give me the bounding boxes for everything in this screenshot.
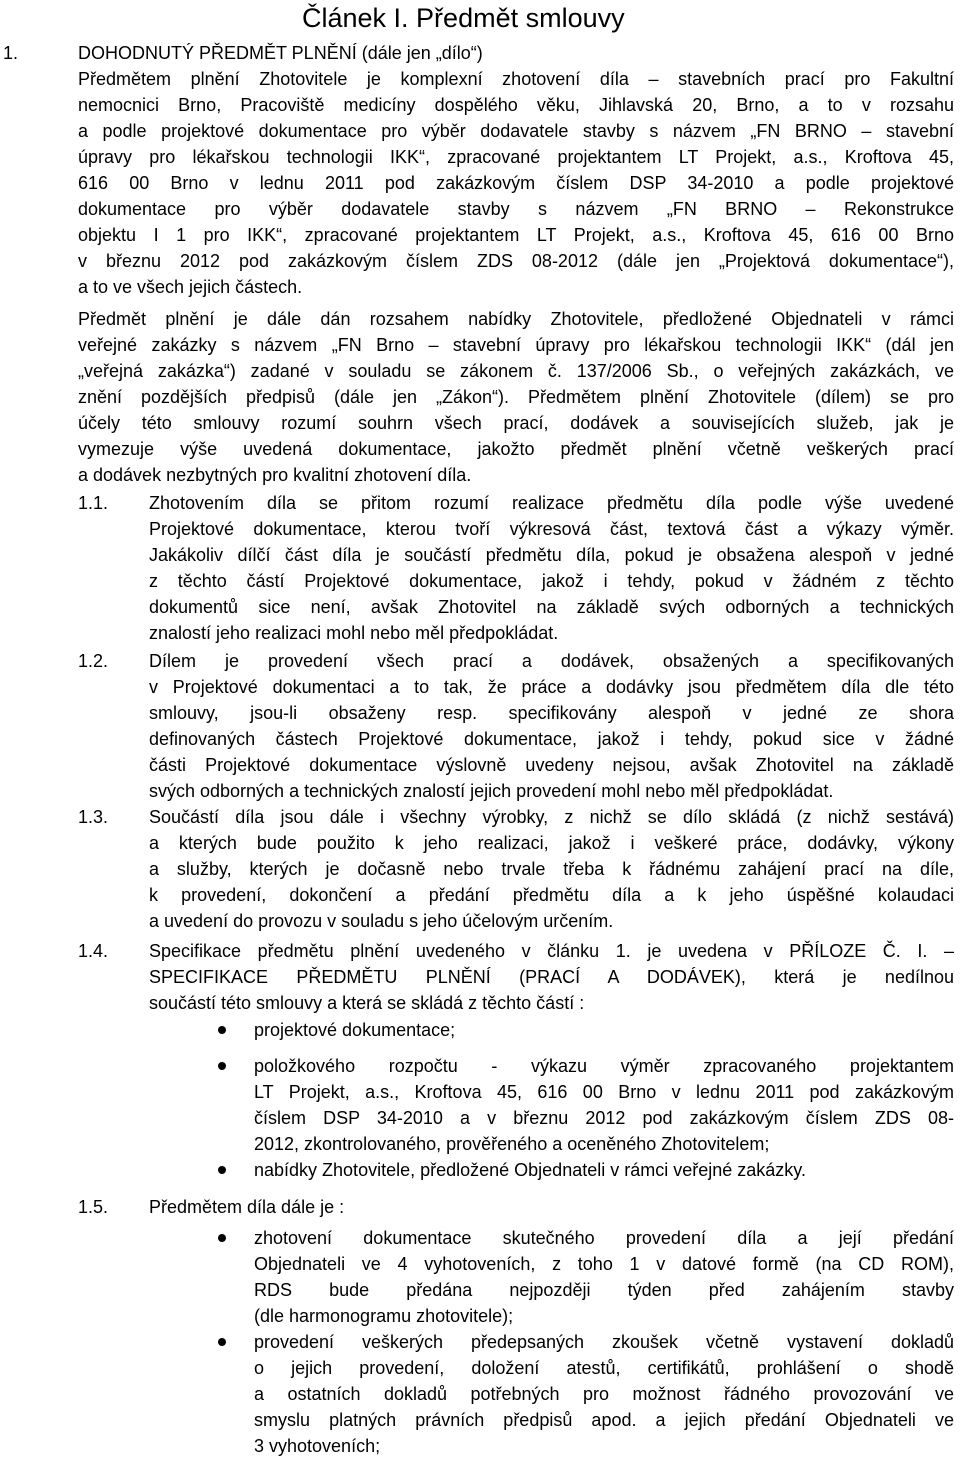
text-line: součástí této smlouvy a která se skládá z těchto částí :: [149, 993, 585, 1013]
text-line: a to ve všech jejich částech.: [78, 277, 303, 297]
subsection-number: 1.4.: [78, 941, 109, 961]
subsection-1-3: [149, 804, 954, 934]
text-line: Předmět plnění je dále dán rozsahem nabídky Zhotovitele, předložené Objednateli v rámci: [78, 309, 954, 329]
bullet-dot: [218, 1166, 226, 1174]
text-line: SPECIFIKACE PŘEDMĚTU PLNĚNÍ (PRACÍ A DODÁVEK), která je nedílnou: [149, 967, 954, 987]
text-line: Zhotovením díla se přitom rozumí realizace předmětu díla podle výše uvedené: [149, 493, 954, 513]
text-line: části Projektové dokumentace výslovně uvedeny nejsou, avšak Zhotovitel na základě: [149, 755, 954, 775]
text-line: projektové dokumentace;: [254, 1020, 456, 1040]
text-line: objektu I 1 pro IKK“, zpracované projektantem LT Projekt, a.s., Kroftova 45, 616 00 Brno: [78, 225, 954, 245]
section-heading: [78, 40, 958, 66]
text-line: Projektové dokumentace, kterou tvoří výkresová část, textová část a výkazy výměr.: [149, 519, 954, 539]
bullet-dot: [218, 1234, 226, 1242]
text-line: položkového rozpočtu - výkazu výměr zpracovaného projektantem: [254, 1056, 954, 1076]
text-line: k provedení, dokončení a předání předmětu díla a k jeho úspěšné kolaudaci: [149, 885, 954, 905]
bullet-item: [254, 1017, 954, 1043]
text-line: Jakákoliv dílčí část díla je součástí předmětu díla, pokud je obsažena alespoň v jedné: [149, 545, 954, 565]
text-line: provedení veškerých předepsaných zkoušek včetně vystavení dokladů: [254, 1332, 954, 1352]
text-line: dokumentů sice není, avšak Zhotovitel na základě svých odborných a technických: [149, 597, 954, 617]
text-line: 2012, zkontrolovaného, prověřeného a oceněného Zhotovitelem;: [254, 1134, 770, 1154]
text-line: RDS bude předána nejpozději týden před zahájením stavby: [254, 1280, 954, 1300]
text-line: Dílem je provedení všech prací a dodávek, obsažených a specifikovaných: [149, 651, 954, 671]
text-line: účely této smlouvy rozumí souhrn všech prací, dodávek a souvisejících služeb, jak je: [78, 413, 954, 433]
text-line: v Projektové dokumentaci a to tak, že práce a dodávky jsou předmětem díla dle této: [149, 677, 954, 697]
article-title: Článek I. Předmět smlouvy: [302, 3, 625, 33]
text-line: číslem DSP 34-2010 a v březnu 2012 pod zakázkovým číslem ZDS 08-: [254, 1108, 954, 1128]
subsection-1-4: [149, 938, 954, 1016]
text-line: a kterých bude použito k jeho realizaci, jakož i veškeré práce, dodávky, výkony: [149, 833, 954, 853]
text-line: nabídky Zhotovitele, předložené Objednateli v rámci veřejné zakázky.: [254, 1160, 806, 1180]
text-line: 616 00 Brno v lednu 2011 pod zakázkovým číslem DSP 34-2010 a podle projektové: [78, 173, 954, 193]
text-line: a dodávek nezbytných pro kvalitní zhotovení díla.: [78, 465, 472, 485]
subsection-number: 1.2.: [78, 651, 109, 671]
text-line: nemocnici Brno, Pracoviště medicíny dospělého věku, Jihlavská 20, Brno, a to v rozsahu: [78, 95, 954, 115]
bullet-item: [254, 1329, 954, 1459]
subsection-1-2: [149, 648, 954, 804]
text-line: „veřejná zakázka“) zadané v souladu se zákonem č. 137/2006 Sb., o veřejných zakázkách, ve: [78, 361, 954, 381]
subsection-1-5: [149, 1194, 954, 1220]
text-line: z těchto částí Projektové dokumentace, jakož i tehdy, pokud v žádném z těchto: [149, 571, 954, 591]
text-line: znění pozdějších předpisů (dále jen „Zákon“). Předmětem plnění Zhotovitele (dílem) se pro: [78, 387, 954, 407]
paragraph-scope: [78, 306, 954, 488]
bullet-item: [254, 1157, 954, 1183]
text-line: smlouvy, jsou-li obsaženy resp. specifikovány alespoň v jedné ze shora: [149, 703, 954, 723]
text-line: a ostatních dokladů potřebných pro možnost řádného provozování ve: [254, 1384, 954, 1404]
text-line: o jejich provedení, doložení atestů, certifikátů, prohlášení o shodě: [254, 1358, 954, 1378]
text-line: (dle harmonogramu zhotovitele);: [254, 1306, 514, 1326]
bullet-item: [254, 1053, 954, 1157]
text-line: a uvedení do provozu v souladu s jeho účelovým určením.: [149, 911, 614, 931]
text-line: Specifikace předmětu plnění uvedeného v článku 1. je uvedena v PŘÍLOZE Č. I. –: [149, 941, 954, 961]
text-line: zhotovení dokumentace skutečného provedení díla a její předání: [254, 1228, 954, 1248]
text-line: 3 vyhotoveních;: [254, 1436, 381, 1456]
section-number: 1.: [3, 43, 19, 63]
paragraph-subject: [78, 66, 954, 300]
text-line: Objednateli ve 4 vyhotoveních, z toho 1 v datové formě (na CD ROM),: [254, 1254, 954, 1274]
text-line: v březnu 2012 pod zakázkovým číslem ZDS 08-2012 (dále jen „Projektová dokumentace“),: [78, 251, 954, 271]
section-heading-text: DOHODNUTÝ PŘEDMĚT PLNĚNÍ (dále jen „dílo“): [78, 43, 483, 63]
text-line: úpravy pro lékařskou technologii IKK“, zpracované projektantem LT Projekt, a.s., Kroftova 45,: [78, 147, 954, 167]
bullet-dot: [218, 1026, 226, 1034]
text-line: znalostí jeho realizaci mohl nebo měl předpokládat.: [149, 623, 559, 643]
text-line: a služby, kterých je dočasně nebo trvale třeba k řádnému zahájení prací na díle,: [149, 859, 954, 879]
subsection-number: 1.5.: [78, 1197, 109, 1217]
text-line: svých odborných a technických znalostí jejich provedení mohl nebo měl předpokládat.: [149, 781, 834, 801]
text-line: smyslu platných právních předpisů apod. a jejich předání Objednateli ve: [254, 1410, 954, 1430]
text-line: definovaných částech Projektové dokumentace, jakož i tehdy, pokud sice v žádné: [149, 729, 954, 749]
bullet-dot: [218, 1338, 226, 1346]
text-line: LT Projekt, a.s., Kroftova 45, 616 00 Brno v lednu 2011 pod zakázkovým: [254, 1082, 954, 1102]
text-line: vymezuje výše uvedená dokumentace, jakožto předmět plnění včetně veškerých prací: [78, 439, 954, 459]
bullet-dot: [218, 1062, 226, 1070]
bullet-item: [254, 1225, 954, 1329]
text-line: Předmětem díla dále je :: [149, 1197, 345, 1217]
subsection-number: 1.1.: [78, 493, 109, 513]
text-line: Předmětem plnění Zhotovitele je komplexní zhotovení díla – stavebních prací pro Fakultní: [78, 69, 954, 89]
text-line: a podle projektové dokumentace pro výběr dodavatele stavby s názvem „FN BRNO – stavební: [78, 121, 954, 141]
text-line: veřejné zakázky s názvem „FN Brno – stavební úpravy pro lékařskou technologii IKK“ (dál jen: [78, 335, 954, 355]
subsection-1-1: [149, 490, 954, 646]
text-line: Součástí díla jsou dále i všechny výrobky, z nichž se dílo skládá (z nichž sestává): [149, 807, 954, 827]
subsection-number: 1.3.: [78, 807, 109, 827]
text-line: dokumentace pro výběr dodavatele stavby s názvem „FN BRNO – Rekonstrukce: [78, 199, 954, 219]
